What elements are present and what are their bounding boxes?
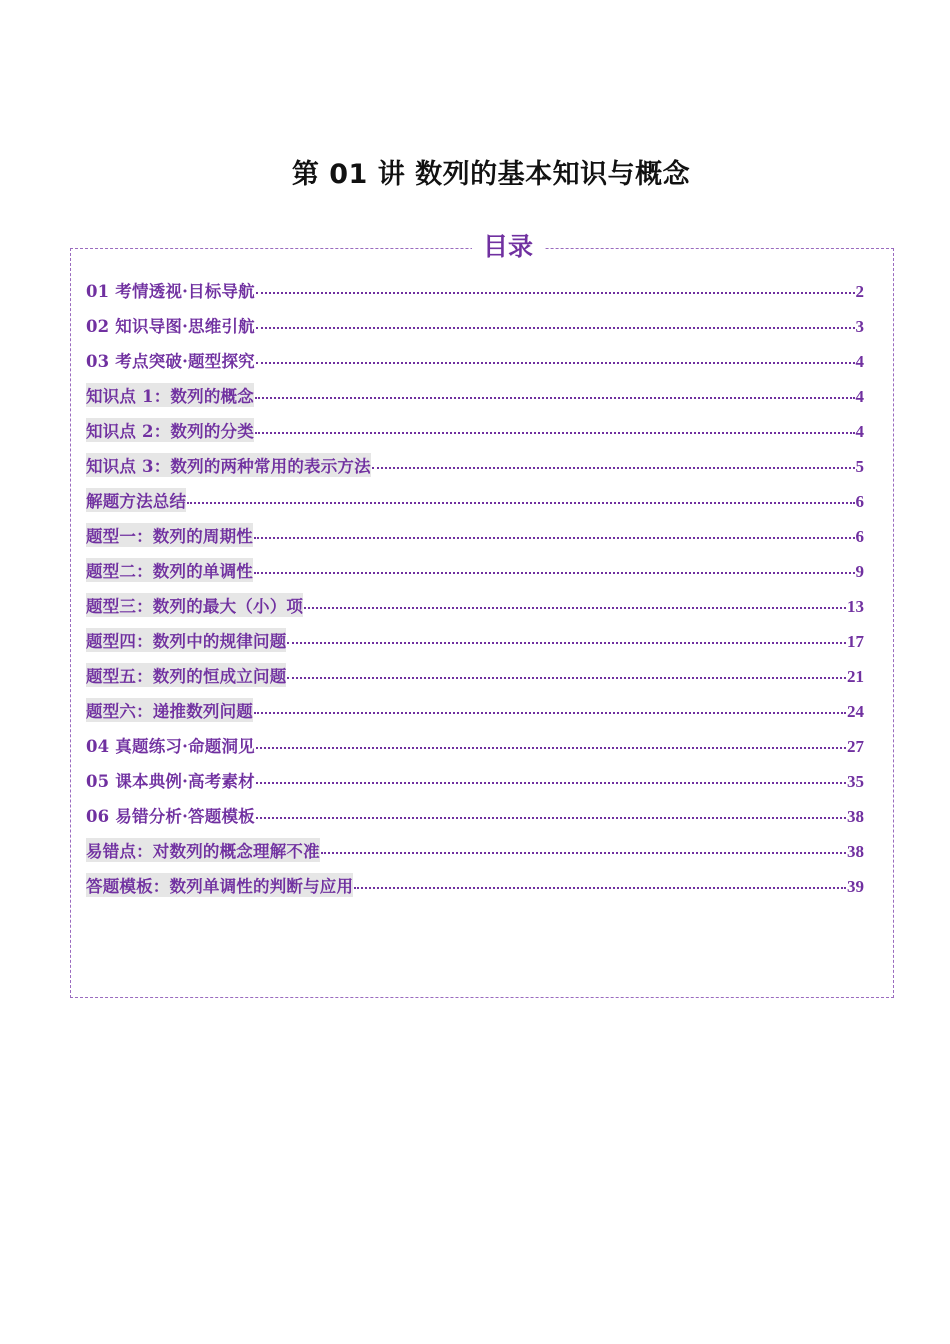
- toc-entry-label[interactable]: 04 真题练习·命题洞见: [86, 737, 255, 756]
- toc-list: [86, 278, 864, 908]
- toc-leader: [354, 886, 846, 889]
- toc-entry[interactable]: [86, 838, 864, 873]
- toc-entry-label[interactable]: 01 考情透视·目标导航: [86, 282, 255, 301]
- toc-entry[interactable]: [86, 523, 864, 558]
- toc-entry[interactable]: [86, 453, 864, 488]
- toc-entry-page[interactable]: 39: [847, 877, 864, 896]
- toc-entry[interactable]: [86, 803, 864, 838]
- toc-entry-page[interactable]: 38: [847, 807, 864, 826]
- toc-leader: [321, 851, 846, 854]
- toc-entry-page[interactable]: 24: [847, 702, 864, 721]
- toc-leader: [256, 361, 855, 364]
- toc-entry-page[interactable]: 13: [847, 597, 864, 616]
- toc-entry-label[interactable]: 06 易错分析·答题模板: [86, 807, 255, 826]
- toc-entry-label[interactable]: 题型六：递推数列问题: [86, 698, 253, 722]
- toc-entry[interactable]: [86, 313, 864, 348]
- toc-entry-page[interactable]: 17: [847, 632, 864, 651]
- toc-leader: [256, 781, 846, 784]
- toc-entry[interactable]: [86, 873, 864, 908]
- toc-leader: [254, 536, 855, 539]
- toc-entry[interactable]: [86, 593, 864, 628]
- toc-leader: [287, 676, 846, 679]
- toc-entry-label[interactable]: 题型三：数列的最大（小）项: [86, 593, 303, 617]
- toc-leader: [256, 291, 855, 294]
- toc-entry[interactable]: [86, 558, 864, 593]
- toc-leader: [255, 431, 855, 434]
- toc-entry-label[interactable]: 03 考点突破·题型探究: [86, 352, 255, 371]
- toc-entry-label[interactable]: 题型五：数列的恒成立问题: [86, 663, 286, 687]
- toc-leader: [187, 501, 854, 504]
- toc-entry[interactable]: [86, 348, 864, 383]
- toc-entry[interactable]: [86, 278, 864, 313]
- toc-entry[interactable]: [86, 628, 864, 663]
- toc-leader: [254, 571, 855, 574]
- toc-leader: [255, 396, 855, 399]
- toc-entry-label[interactable]: 05 课本典例·高考素材: [86, 772, 255, 791]
- toc-entry-page[interactable]: 4: [855, 352, 864, 371]
- toc-entry-label[interactable]: 答题模板：数列单调性的判断与应用: [86, 873, 353, 897]
- toc-entry[interactable]: [86, 418, 864, 453]
- toc-entry[interactable]: [86, 733, 864, 768]
- toc-heading: 目录: [472, 229, 544, 265]
- toc-entry[interactable]: [86, 768, 864, 803]
- toc-entry-page[interactable]: 2: [855, 282, 864, 301]
- toc-entry-page[interactable]: 5: [855, 457, 864, 476]
- toc-entry-page[interactable]: 21: [847, 667, 864, 686]
- toc-leader: [372, 466, 855, 469]
- toc-entry-label[interactable]: 知识点 1：数列的概念: [86, 383, 254, 407]
- document-title: 第 01 讲 数列的基本知识与概念: [291, 159, 691, 190]
- toc-entry-label[interactable]: 知识点 2：数列的分类: [86, 418, 254, 442]
- toc-entry-label[interactable]: 解题方法总结: [86, 488, 186, 512]
- toc-entry[interactable]: [86, 663, 864, 698]
- toc-leader: [304, 606, 846, 609]
- toc-entry-label[interactable]: 题型二：数列的单调性: [86, 558, 253, 582]
- toc-entry-page[interactable]: 9: [855, 562, 864, 581]
- toc-entry[interactable]: [86, 383, 864, 418]
- toc-entry-label[interactable]: 题型一：数列的周期性: [86, 523, 253, 547]
- toc-entry-label[interactable]: 题型四：数列中的规律问题: [86, 628, 286, 652]
- toc-entry-page[interactable]: 38: [847, 842, 864, 861]
- toc-leader: [256, 746, 846, 749]
- toc-entry-page[interactable]: 4: [855, 422, 864, 441]
- toc-entry[interactable]: [86, 488, 864, 523]
- toc-entry-page[interactable]: 27: [847, 737, 864, 756]
- toc-entry-label[interactable]: 知识点 3：数列的两种常用的表示方法: [86, 453, 371, 477]
- toc-entry-page[interactable]: 6: [855, 492, 864, 511]
- toc-leader: [287, 641, 846, 644]
- toc-entry-label[interactable]: 02 知识导图·思维引航: [86, 317, 255, 336]
- toc-entry-page[interactable]: 4: [855, 387, 864, 406]
- toc-entry-label[interactable]: 易错点：对数列的概念理解不准: [86, 838, 320, 862]
- toc-leader: [256, 816, 846, 819]
- toc-leader: [254, 711, 846, 714]
- toc-entry-page[interactable]: 6: [855, 527, 864, 546]
- toc-entry-page[interactable]: 35: [847, 772, 864, 791]
- toc-entry-page[interactable]: 3: [855, 317, 864, 336]
- toc-entry[interactable]: [86, 698, 864, 733]
- toc-leader: [256, 326, 855, 329]
